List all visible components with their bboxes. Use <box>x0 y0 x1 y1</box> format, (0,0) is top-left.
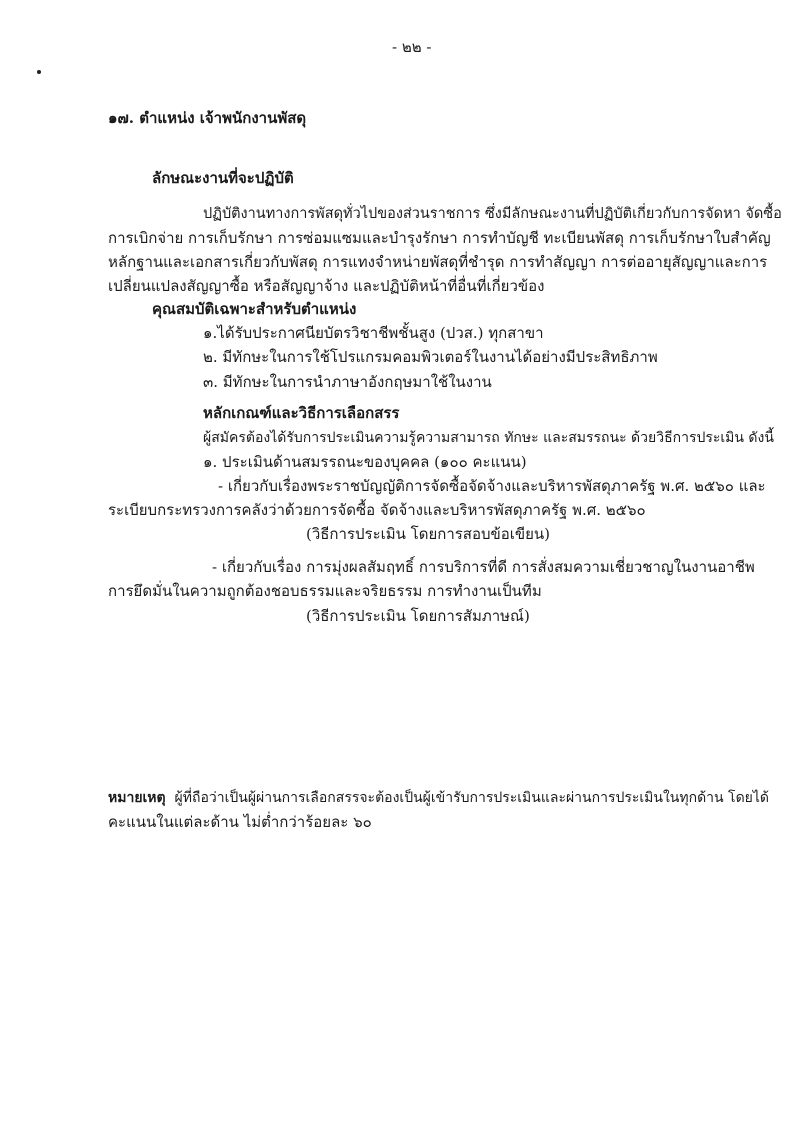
duties-line-4: เปลี่ยนแปลงสัญญาซื้อ หรือสัญญาจ้าง และปฏิบัติหน้าที่อื่นที่เกี่ยวข้อง <box>108 277 545 295</box>
duties-line-1: ปฏิบัติงานทางการพัสดุทั่วไปของส่วนราชการ ซึ่งมีลักษณะงานที่ปฏิบัติเกี่ยวกับการจัดหา จัดซื้อ <box>203 206 782 222</box>
qualification-item-2: ๒. มีทักษะในการใช้โปรแกรมคอมพิวเตอร์ในงานได้อย่างมีประสิทธิภาพ <box>203 348 658 366</box>
scan-speck <box>37 70 41 74</box>
duties-heading: ลักษณะงานที่จะปฏิบัติ <box>152 169 294 187</box>
qualification-item-1: ๑.ได้รับประกาศนียบัตรวิชาชีพชั้นสูง (ปวส.) ทุกสาขา <box>203 324 544 342</box>
duties-line-3: หลักฐานและเอกสารเกี่ยวกับพัสดุ การแทงจำหน่ายพัสดุที่ชำรุด การทำสัญญา การต่ออายุสัญญาและการ <box>108 253 768 271</box>
selection-sub2-line1: - เกี่ยวกับเรื่อง การมุ่งผลสัมฤทธิ์ การบริการที่ดี การสั่งสมความเชี่ยวชาญในงานอาชีพ <box>212 558 755 576</box>
selection-sub2-line2: การยึดมั่นในความถูกต้องชอบธรรมและจริยธรรม การทำงานเป็นทีม <box>108 582 542 600</box>
selection-item-1: ๑. ประเมินด้านสมรรถนะของบุคคล (๑๐๐ คะแนน) <box>203 453 527 471</box>
qualification-item-3: ๓. มีทักษะในการนำภาษาอังกฤษมาใช้ในงาน <box>203 373 492 391</box>
selection-sub1-line2: ระเบียบกระทรวงการคลังว่าด้วยการจัดซื้อ จัดจ้างและบริหารพัสดุภาครัฐ พ.ศ. ๒๕๖๐ <box>108 501 646 519</box>
selection-sub2-method: (วิธีการประเมิน โดยการสัมภาษณ์) <box>306 607 530 625</box>
page-number: - ๒๒ - <box>392 38 432 56</box>
note-line-2: คะแนนในแต่ละด้าน ไม่ต่ำกว่าร้อยละ ๖๐ <box>108 813 372 831</box>
selection-intro: ผู้สมัครต้องได้รับการประเมินความรู้ความสามารถ ทักษะ และสมรรถนะ ด้วยวิธีการประเมิน ดังนี้ <box>203 430 774 446</box>
qualifications-heading: คุณสมบัติเฉพาะสำหรับตำแหน่ง <box>152 300 357 318</box>
selection-sub1-line1: - เกี่ยวกับเรื่องพระราชบัญญัติการจัดซื้อจัดจ้างและบริหารพัสดุภาครัฐ พ.ศ. ๒๕๖๐ และ <box>218 477 766 495</box>
note-label: หมายเหตุ <box>108 790 166 806</box>
position-title: ๑๗. ตำแหน่ง เจ้าพนักงานพัสดุ <box>108 109 307 127</box>
note-text-1: ผู้ที่ถือว่าเป็นผู้ผ่านการเลือกสรรจะต้องเป็นผู้เข้ารับการประเมินและผ่านการประเมินในทุกด้าน โดยได้ <box>174 790 770 806</box>
duties-line-2: การเบิกจ่าย การเก็บรักษา การซ่อมแซมและบำรุงรักษา การทำบัญชี ทะเบียนพัสดุ การเก็บรักษาใบสำคัญ <box>108 229 771 247</box>
selection-sub1-method: (วิธีการประเมิน โดยการสอบข้อเขียน) <box>306 525 551 543</box>
selection-heading: หลักเกณฑ์และวิธีการเลือกสรร <box>203 404 400 422</box>
note-line-1 <box>108 788 769 808</box>
